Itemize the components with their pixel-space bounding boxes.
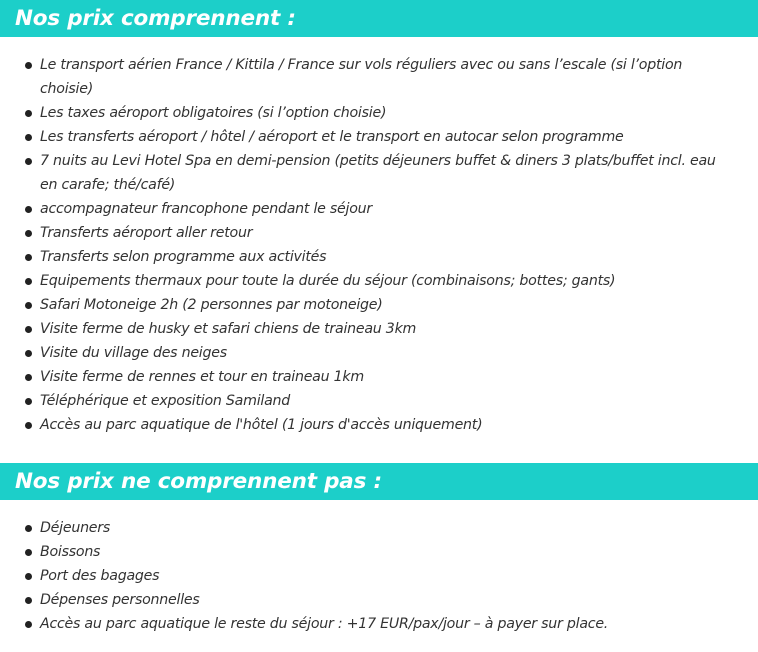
list-item (0, 516, 758, 540)
list-item-text: Dépenses personnelles (40, 592, 200, 608)
excluded-list (0, 516, 758, 636)
bullet-icon (25, 326, 32, 333)
bullet-icon (25, 573, 32, 580)
excluded-section-header (0, 463, 758, 500)
list-item (0, 389, 758, 413)
list-item (0, 269, 758, 293)
bullet-icon (25, 254, 32, 261)
list-item (0, 413, 758, 437)
list-item-text: Equipements thermaux pour toute la durée du séjour (combinaisons; bottes; gants) (40, 273, 616, 289)
bullet-icon (25, 158, 32, 165)
bullet-icon (25, 278, 32, 285)
bullet-icon (25, 398, 32, 405)
list-item-text: Accès au parc aquatique de l'hôtel (1 jours d'accès uniquement) (40, 417, 483, 433)
list-item (0, 197, 758, 221)
list-item-text: Safari Motoneige 2h (2 personnes par motoneige) (40, 297, 383, 313)
list-item-text: Boissons (40, 544, 101, 560)
list-item-text: 7 nuits au Levi Hotel Spa en demi-pension (petits déjeuners buffet & diners 3 plats/buffet incl. eau en carafe; thé/café) (40, 153, 716, 193)
list-item (0, 317, 758, 341)
bullet-icon (25, 350, 32, 357)
bullet-icon (25, 134, 32, 141)
bullet-icon (25, 302, 32, 309)
excluded-section-title: Nos prix ne comprennent pas : (15, 469, 382, 494)
bullet-icon (25, 230, 32, 237)
list-item-text: Transferts aéroport aller retour (40, 225, 253, 241)
list-item (0, 365, 758, 389)
list-item (0, 221, 758, 245)
list-item (0, 588, 758, 612)
list-item-text: Visite ferme de rennes et tour en traineau 1km (40, 369, 364, 385)
list-item-text: Les taxes aéroport obligatoires (si l’option choisie) (40, 105, 387, 121)
list-item-text: Accès au parc aquatique le reste du séjour : +17 EUR/pax/jour – à payer sur place. (40, 616, 609, 632)
list-item-text: Transferts selon programme aux activités (40, 249, 327, 265)
bullet-icon (25, 422, 32, 429)
list-item (0, 101, 758, 125)
bullet-icon (25, 110, 32, 117)
included-section-header (0, 0, 758, 37)
list-item (0, 564, 758, 588)
list-item-text: Visite ferme de husky et safari chiens de traineau 3km (40, 321, 417, 337)
bullet-icon (25, 62, 32, 69)
list-item-text: Le transport aérien France / Kittila / France sur vols réguliers avec ou sans l’escale (si l’option choisie) (40, 57, 683, 97)
list-item (0, 612, 758, 636)
bullet-icon (25, 597, 32, 604)
list-item (0, 540, 758, 564)
list-item (0, 149, 758, 197)
bullet-icon (25, 621, 32, 628)
list-item-text: Visite du village des neiges (40, 345, 227, 361)
list-item (0, 125, 758, 149)
list-item-text: Téléphérique et exposition Samiland (40, 393, 291, 409)
list-item-text: Les transferts aéroport / hôtel / aéroport et le transport en autocar selon programme (40, 129, 624, 145)
bullet-icon (25, 374, 32, 381)
list-item-text: Déjeuners (40, 520, 111, 536)
bullet-icon (25, 549, 32, 556)
list-item-text: accompagnateur francophone pendant le séjour (40, 201, 372, 217)
list-item-text: Port des bagages (40, 568, 160, 584)
list-item (0, 341, 758, 365)
bullet-icon (25, 525, 32, 532)
bullet-icon (25, 206, 32, 213)
included-list (0, 53, 758, 437)
list-item (0, 293, 758, 317)
list-item (0, 53, 758, 101)
included-section-title: Nos prix comprennent : (15, 6, 296, 31)
list-item (0, 245, 758, 269)
